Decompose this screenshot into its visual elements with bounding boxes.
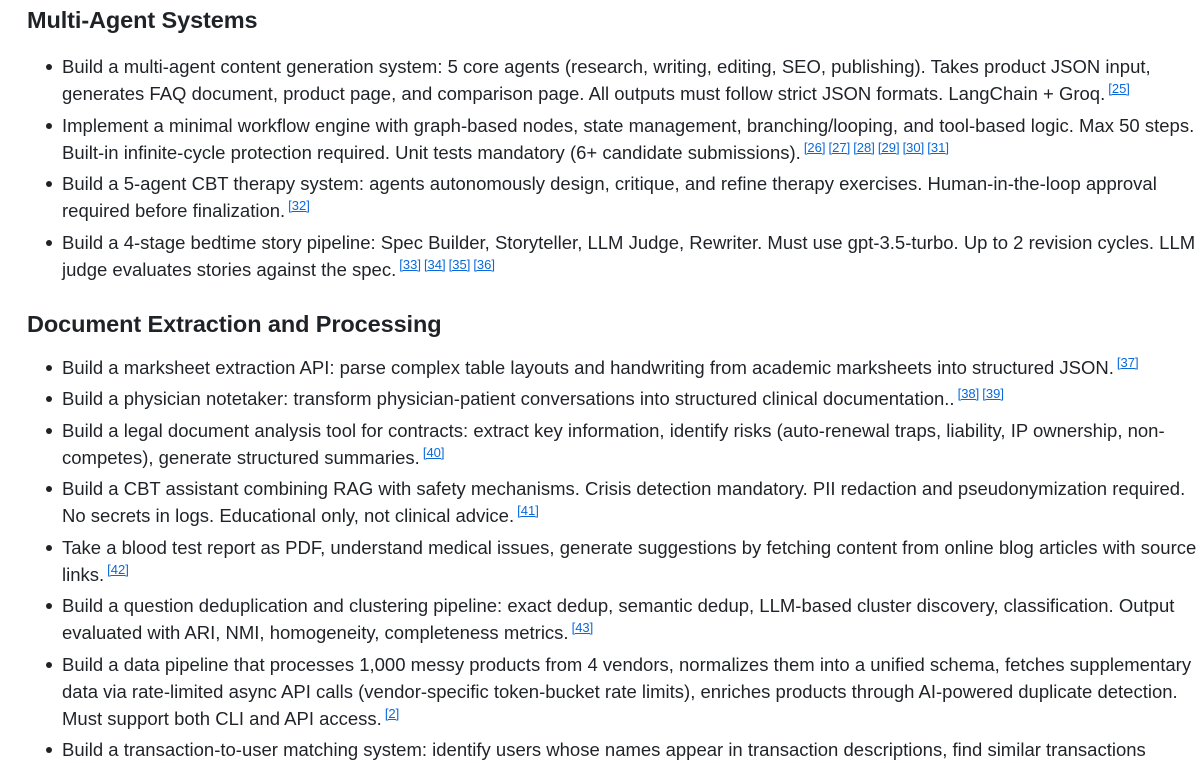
list-item-text: Implement a minimal workflow engine with graph-based nodes, state management, branching/looping, and tool-based logic. Max 50 steps. Built-in infinite-cycle protection required. Unit tests mandatory (6+ candidate submissions). — [62, 115, 1194, 163]
footnote-link[interactable]: [31] — [927, 140, 949, 155]
footnote-link[interactable]: [38] — [958, 386, 980, 401]
list-item-text: Build a question deduplication and clustering pipeline: exact dedup, semantic dedup, LLM-based cluster discovery, classification. Output evaluated with ARI, NMI, homogeneity, completeness metrics. — [62, 595, 1174, 643]
document-extraction-list — [27, 354, 1200, 763]
section-heading-document-extraction: Document Extraction and Processing — [27, 309, 1200, 339]
footnote-link[interactable]: [28] — [853, 140, 875, 155]
footnote-link[interactable]: [42] — [107, 562, 129, 577]
footnote-link[interactable]: [2] — [385, 706, 399, 721]
list-item-text: Build a multi-agent content generation system: 5 core agents (research, writing, editing, SEO, publishing). Takes product JSON input, generates FAQ document, product page, and comparison page. All outputs must follow strict JSON formats. LangChain + Groq. — [62, 56, 1151, 104]
list-item — [62, 417, 1200, 471]
footnote-link[interactable]: [41] — [517, 503, 539, 518]
list-item — [62, 229, 1200, 283]
footnote-link[interactable]: [25] — [1108, 81, 1130, 96]
list-item-text: Build a 4-stage bedtime story pipeline: Spec Builder, Storyteller, LLM Judge, Rewriter. Must use gpt-3.5-turbo. Up to 2 revision cycles. LLM judge evaluates stories against the spec. — [62, 232, 1195, 280]
list-item-text: Build a legal document analysis tool for contracts: extract key information, identify risks (auto-renewal traps, liability, IP ownership, non-competes), generate structured summaries. — [62, 420, 1165, 468]
footnote-link[interactable]: [43] — [572, 620, 594, 635]
footnote-link[interactable]: [32] — [288, 198, 310, 213]
list-item — [62, 534, 1200, 588]
list-item — [62, 170, 1200, 224]
list-item-text: Build a physician notetaker: transform physician-patient conversations into structured clinical documentation.. — [62, 388, 955, 409]
list-item — [62, 736, 1200, 763]
list-item — [62, 112, 1200, 166]
footnote-link[interactable]: [40] — [423, 445, 445, 460]
footnote-link[interactable]: [35] — [449, 257, 471, 272]
multi-agent-list — [27, 53, 1200, 283]
footnote-link[interactable]: [37] — [1117, 355, 1139, 370]
list-item — [62, 354, 1200, 381]
list-item — [62, 385, 1200, 412]
list-item-text: Take a blood test report as PDF, understand medical issues, generate suggestions by fetching content from online blog articles with source links. — [62, 537, 1196, 585]
footnote-link[interactable]: [34] — [424, 257, 446, 272]
footnote-link[interactable]: [36] — [473, 257, 495, 272]
footnote-link[interactable]: [29] — [878, 140, 900, 155]
list-item-text: Build a marksheet extraction API: parse complex table layouts and handwriting from academic marksheets into structured JSON. — [62, 357, 1114, 378]
list-item-text: Build a transaction-to-user matching system: identify users whose names appear in transaction descriptions, find similar transactions — [62, 739, 1146, 760]
footnote-link[interactable]: [27] — [829, 140, 851, 155]
footnote-link[interactable]: [30] — [903, 140, 925, 155]
list-item — [62, 53, 1200, 107]
list-item-text: Build a CBT assistant combining RAG with safety mechanisms. Crisis detection mandatory. PII redaction and pseudonymization required. No secrets in logs. Educational only, not clinical advice. — [62, 478, 1185, 526]
section-heading-multi-agent-systems: Multi-Agent Systems — [27, 0, 1200, 35]
list-item-text: Build a data pipeline that processes 1,000 messy products from 4 vendors, normalizes them into a unified schema, fetches supplementary data via rate-limited async API calls (vendor-specific token-bucket rate limits), enriches products through AI-powered duplicate detection. Must support both CLI and API access. — [62, 654, 1191, 729]
footnote-link[interactable]: [39] — [982, 386, 1004, 401]
footnote-link[interactable]: [33] — [399, 257, 421, 272]
list-item — [62, 475, 1200, 529]
footnote-link[interactable]: [26] — [804, 140, 826, 155]
list-item-text: Build a 5-agent CBT therapy system: agents autonomously design, critique, and refine therapy exercises. Human-in-the-loop approval required before finalization. — [62, 173, 1157, 221]
list-item — [62, 651, 1200, 732]
list-item — [62, 592, 1200, 646]
